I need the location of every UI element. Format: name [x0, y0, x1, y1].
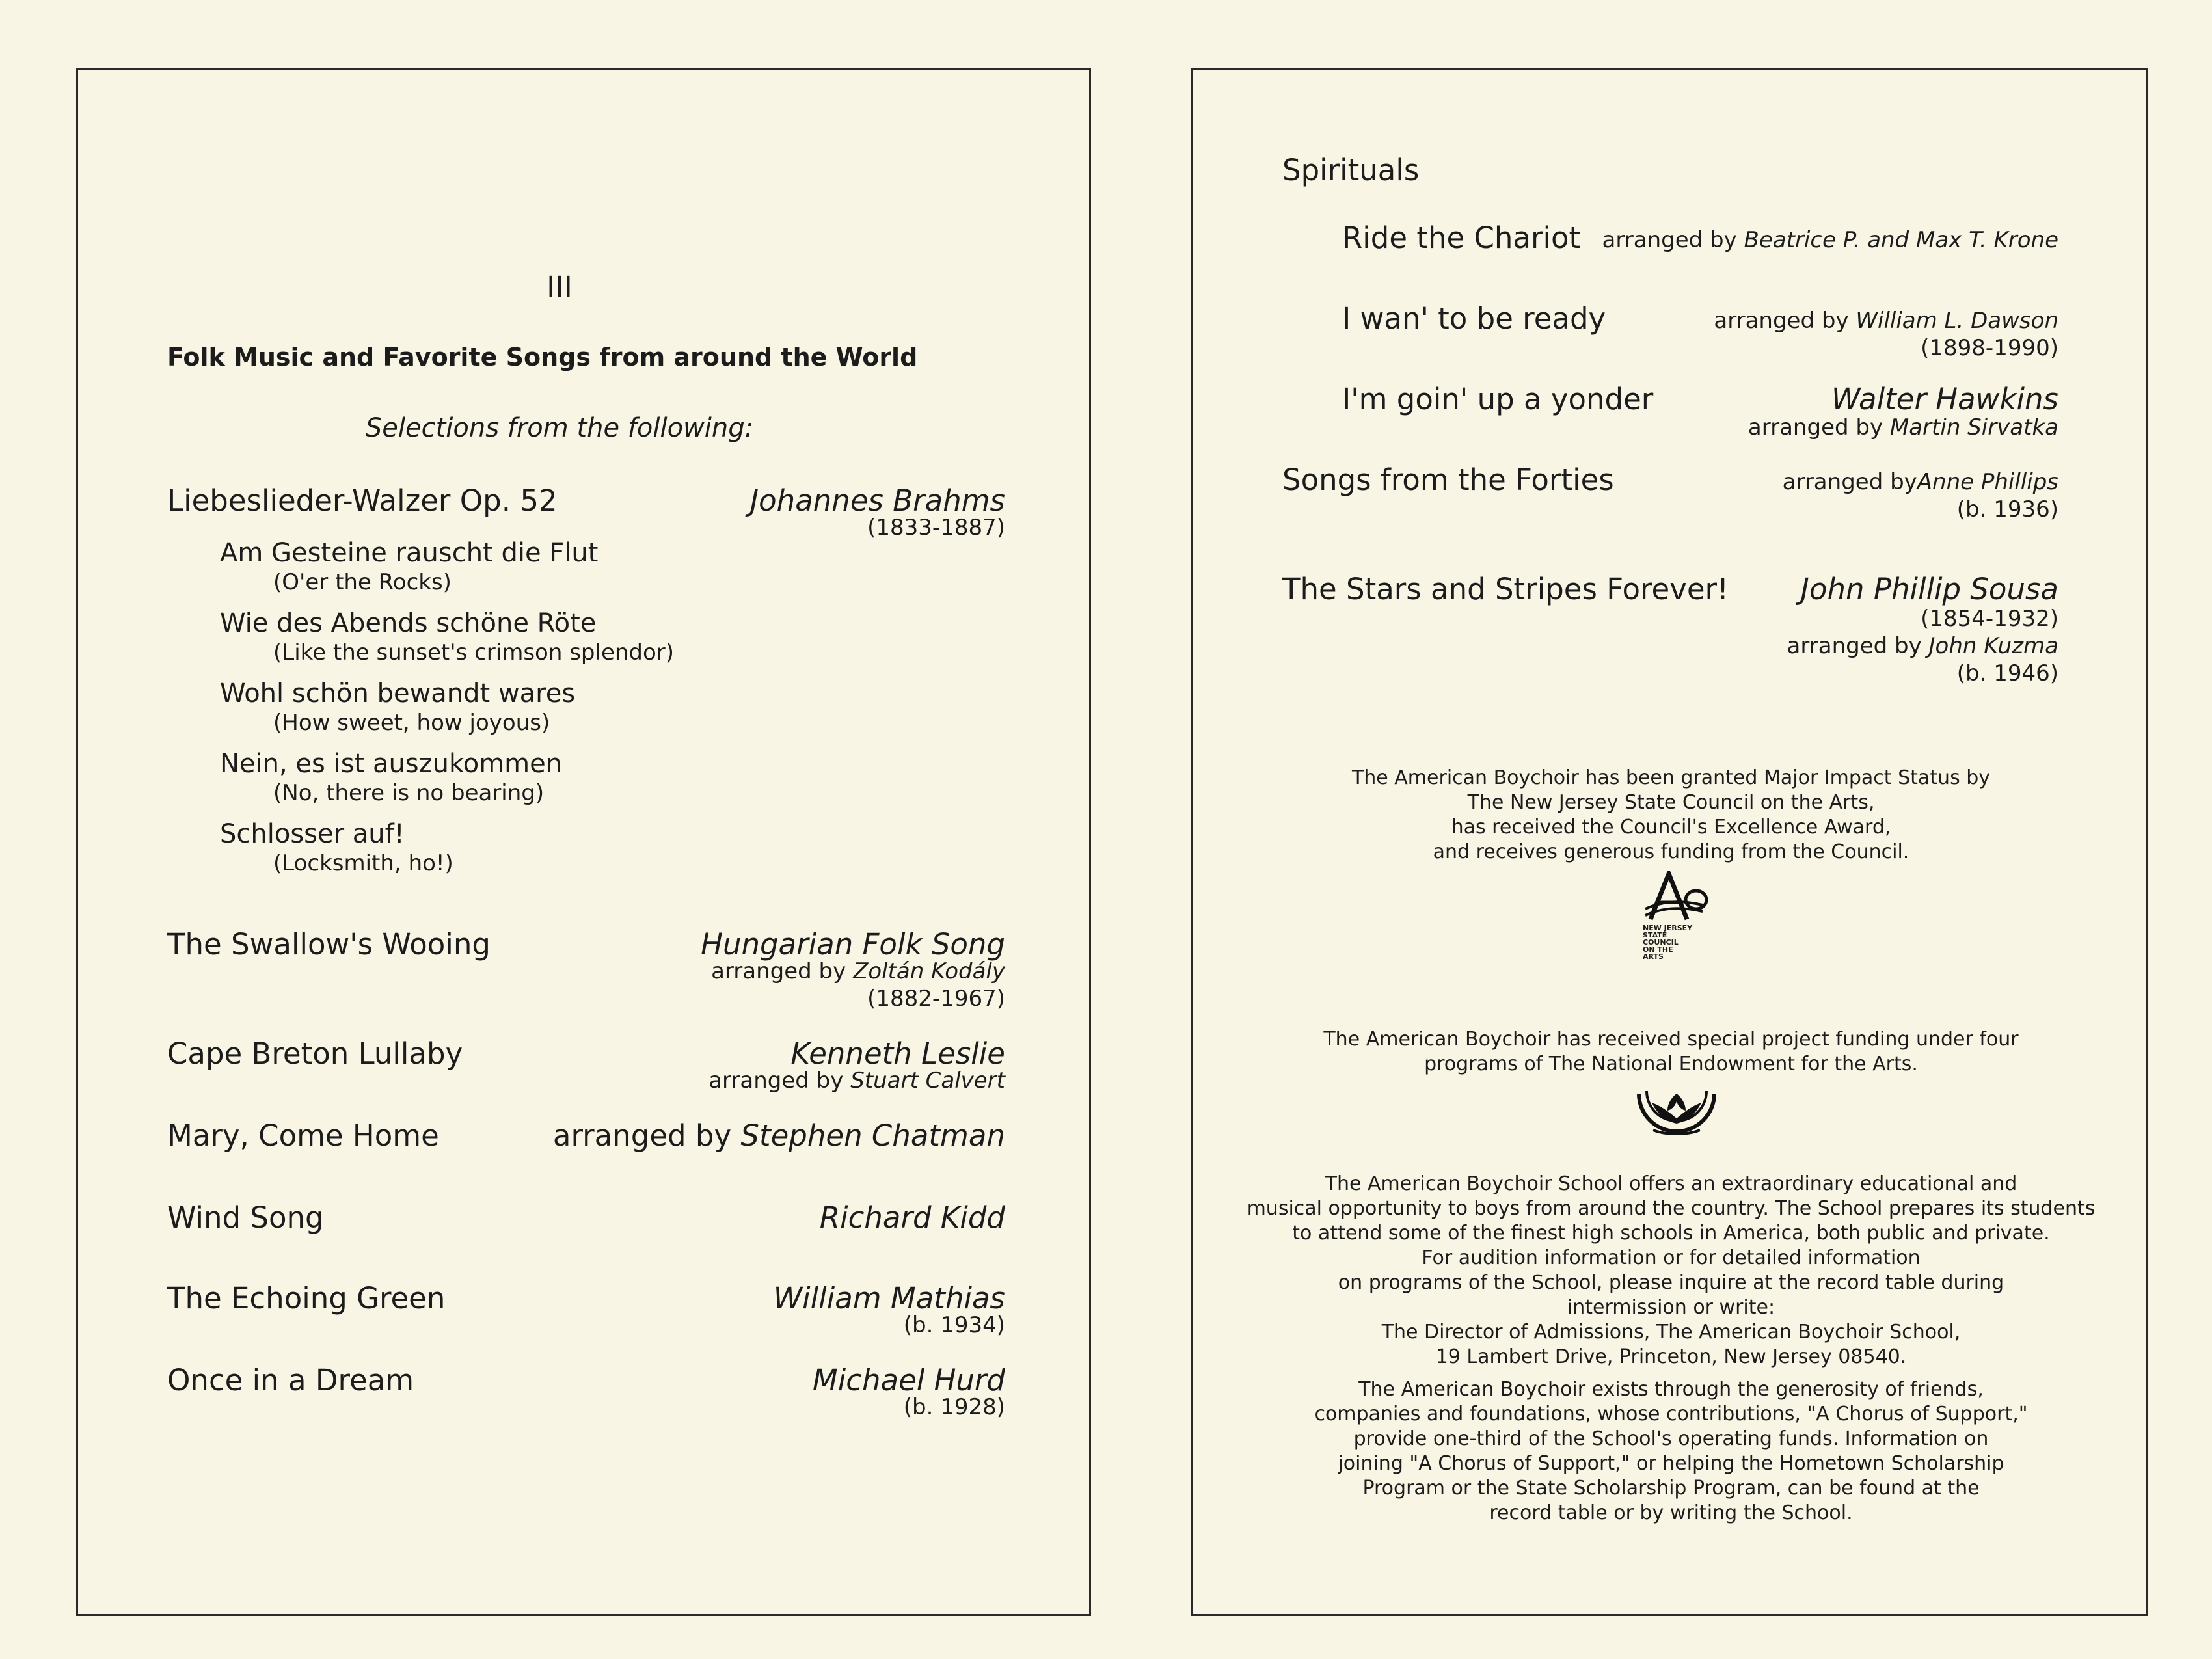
piece-title: Liebeslieder-Walzer Op. 52 — [167, 483, 558, 518]
njsca-logo: NEW JERSEY STATE COUNCIL ON THE ARTS — [1643, 871, 1714, 962]
song-translation: (O'er the Rocks) — [273, 569, 452, 595]
composer-dates: (b. 1934) — [903, 1312, 1005, 1338]
left-program-page — [76, 68, 1091, 1616]
arranger-dates: (1898-1990) — [1921, 335, 2058, 361]
right-program-page — [1191, 68, 2148, 1616]
arranger-credit: arranged by William L. Dawson — [1714, 308, 2058, 334]
composer: Kenneth Leslie — [790, 1036, 1005, 1071]
arranger-dates: (b. 1936) — [1956, 496, 2058, 522]
piece-title: Once in a Dream — [167, 1363, 414, 1397]
composer-dates: (b. 1928) — [903, 1394, 1005, 1420]
nea-logo-icon — [1634, 1085, 1720, 1140]
arranger-credit: arranged by Zoltán Kodály — [711, 958, 1005, 984]
nea-funding-note: The American Boychoir has received special project funding under four programs of The National Endowment for the Arts. — [1323, 1028, 2019, 1075]
composer: Johannes Brahms — [749, 483, 1005, 518]
composer-dates: (1882-1967) — [867, 986, 1005, 1012]
piece-title: Cape Breton Lullaby — [167, 1036, 463, 1071]
piece-title: Ride the Chariot — [1342, 221, 1581, 255]
njsca-logo-icon — [1643, 871, 1714, 922]
spirituals-heading: Spirituals — [1282, 153, 1420, 187]
song-title: Am Gesteine rauscht die Flut — [220, 538, 599, 568]
piece-title: The Echoing Green — [167, 1281, 446, 1315]
composer-dates: (1833-1887) — [867, 515, 1005, 541]
section-subheading: Selections from the following: — [365, 413, 754, 443]
piece-title: I'm goin' up a yonder — [1342, 382, 1654, 416]
njsca-funding-note: The American Boychoir has been granted Major Impact Status by The New Jersey State Council on the Arts, has received the Council's Excellence Award, and receives generous funding from the Council. — [1351, 766, 1991, 863]
composer: Walter Hawkins — [1831, 382, 2058, 416]
piece-title: Wind Song — [167, 1200, 324, 1235]
song-title: Wie des Abends schöne Röte — [220, 608, 597, 638]
song-title: Schlosser auf! — [220, 819, 405, 849]
arranger-credit: arranged by Beatrice P. and Max T. Krone — [1602, 227, 2058, 253]
composer-dates: (1854-1932) — [1921, 606, 2058, 632]
song-translation: (Locksmith, ho!) — [273, 850, 453, 876]
support-information: The American Boychoir exists through the generosity of friends, companies and foundations, whose contributions, "A Chorus of Support," provide one-third of the School's operating funds. Information on joining "A Chorus of Support," or helping the Hometown Scholarship Program or the State Scholarship Program, can be found at the record table or by writing the School. — [1314, 1378, 2028, 1524]
section-heading: Folk Music and Favorite Songs from around the World — [167, 343, 918, 371]
composer: William Mathias — [773, 1281, 1005, 1315]
composer: Hungarian Folk Song — [701, 927, 1005, 962]
song-translation: (No, there is no bearing) — [273, 780, 545, 806]
arranger-credit: arranged by Stuart Calvert — [708, 1068, 1005, 1094]
nea-logo — [1634, 1085, 1720, 1140]
piece-title: The Swallow's Wooing — [167, 927, 491, 962]
song-translation: (How sweet, how joyous) — [273, 710, 550, 736]
song-translation: (Like the sunset's crimson splendor) — [273, 640, 675, 666]
arranger-credit: arranged by Martin Sirvatka — [1747, 414, 2058, 440]
arranger-credit: arranged by John Kuzma — [1787, 633, 2058, 659]
piece-title: Songs from the Forties — [1282, 463, 1614, 497]
song-title: Nein, es ist auszukommen — [220, 749, 563, 779]
arranger-credit: arranged by Stephen Chatman — [552, 1118, 1005, 1153]
composer: Richard Kidd — [819, 1200, 1005, 1235]
song-title: Wohl schön bewandt wares — [220, 679, 576, 708]
arranger-credit: arranged byAnne Phillips — [1782, 469, 2058, 495]
piece-title: I wan' to be ready — [1342, 301, 1606, 336]
arranger-dates: (b. 1946) — [1956, 660, 2058, 686]
piece-title: Mary, Come Home — [167, 1118, 439, 1153]
school-information: The American Boychoir School offers an extraordinary educational and musical opportunity to boys from around the country. The School prepares its students to attend some of the finest high schools in America, both public and private. For audition information or for detailed information on programs of the School, please inquire at the record table during intermission or write: The Director of Admissions, The American Boychoir School, 19 Lambert Drive, Princeton, New Jersey 08540. — [1247, 1172, 2096, 1368]
piece-title: The Stars and Stripes Forever! — [1282, 572, 1729, 606]
composer: Michael Hurd — [812, 1363, 1005, 1397]
composer: John Phillip Sousa — [1800, 572, 2058, 606]
part-numeral: III — [546, 270, 573, 304]
